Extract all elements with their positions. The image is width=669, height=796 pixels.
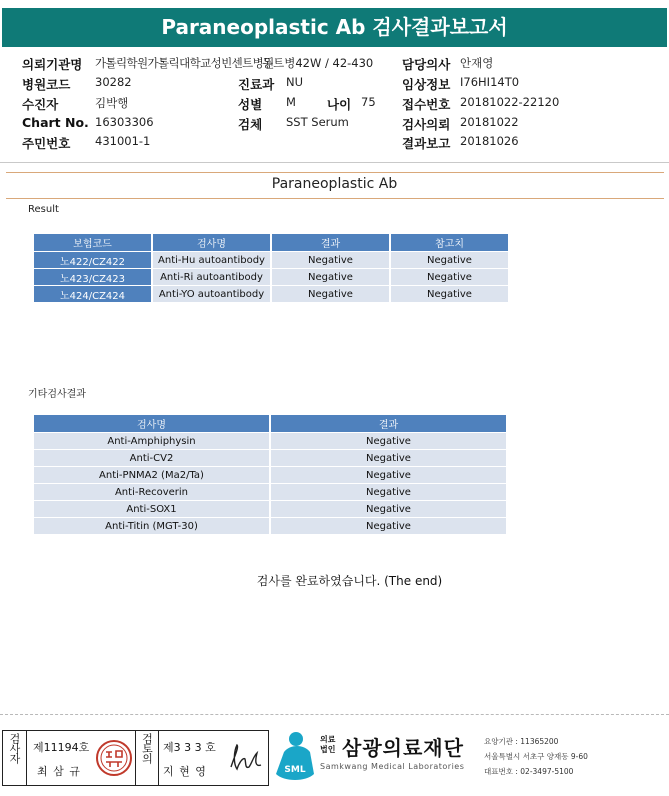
table-row <box>34 432 506 449</box>
end-text: 검사를 완료하였습니다. (The end) <box>256 574 443 588</box>
signature-box <box>2 730 269 786</box>
patient-label: 수진자 <box>22 97 59 112</box>
test-name: Anti-PNMA2 (Ma2/Ta) <box>34 466 269 483</box>
examiner-vertical-text: 검사자 <box>8 733 21 763</box>
test-result: Negative <box>271 432 506 449</box>
age-label: 나이 <box>327 97 352 112</box>
age-value: 75 <box>361 95 376 109</box>
reference-value: Negative <box>391 268 508 285</box>
test-name: Anti-Ri autoantibody <box>153 268 270 285</box>
test-name: Anti-Recoverin <box>34 483 269 500</box>
result-header-code: 보험코드 <box>34 234 151 251</box>
sml-logo-icon <box>272 730 318 784</box>
institution-value: 가톨릭학원가톨릭대학교성빈센트병원 <box>95 56 274 70</box>
reviewer-vertical-label <box>135 731 159 785</box>
table-row <box>34 268 508 285</box>
id-value: 431001-1 <box>95 134 151 148</box>
test-name: Anti-Hu autoantibody <box>153 251 270 268</box>
report-label: 결과보고 <box>402 136 451 151</box>
examiner-name: 최 삼 규 <box>37 765 81 778</box>
id-label: 주민번호 <box>22 136 71 151</box>
test-result: Negative <box>271 500 506 517</box>
insurance-code: 노422/CZ422 <box>34 251 151 268</box>
reviewer-vertical-text: 검토의 <box>140 733 154 763</box>
test-name: Anti-Amphiphysin <box>34 432 269 449</box>
receipt-label: 접수번호 <box>402 97 451 112</box>
test-result: Negative <box>272 251 389 268</box>
sex-value: M <box>286 95 296 109</box>
reviewer-license: 제3 3 3 호 <box>163 741 216 754</box>
org-code: 요양기관 : 11365200 <box>484 737 559 746</box>
hospital-code-value: 30282 <box>95 75 132 89</box>
test-result: Negative <box>272 268 389 285</box>
divider <box>6 172 664 173</box>
specimen-label: 검체 <box>238 117 263 132</box>
other-header-result: 결과 <box>271 415 506 432</box>
reviewer-name: 지 현 영 <box>163 765 207 778</box>
clinical-value: I76HI14T0 <box>460 75 520 89</box>
table-row <box>34 500 506 517</box>
insurance-code: 노424/CZ424 <box>34 285 151 302</box>
org-phone: 대표번호 : 02-3497-5100 <box>484 767 574 776</box>
org-english-name: Samkwang Medical Laboratories <box>320 762 465 771</box>
test-result: Negative <box>271 517 506 534</box>
divider <box>0 162 669 163</box>
reference-value: Negative <box>391 285 508 302</box>
examiner-vertical-label <box>3 731 27 785</box>
table-row <box>34 449 506 466</box>
specimen-value: SST Serum <box>286 115 349 129</box>
organization-logo <box>272 728 667 788</box>
logo-text: SML <box>284 765 306 775</box>
examiner-license: 제11194호 <box>33 741 90 754</box>
examiner-seal-icon <box>95 739 133 777</box>
test-result: Negative <box>271 466 506 483</box>
other-header-test: 검사명 <box>34 415 269 432</box>
table-row <box>34 285 508 302</box>
result-label: Result <box>28 204 59 215</box>
patient-info-block <box>0 55 669 155</box>
test-result: Negative <box>271 449 506 466</box>
test-result: Negative <box>272 285 389 302</box>
table-row <box>34 251 508 268</box>
table-row <box>34 517 506 534</box>
result-header-test: 검사명 <box>153 234 270 251</box>
doctor-label: 담당의사 <box>402 57 451 72</box>
request-value: 20181022 <box>460 115 519 129</box>
hospital-code-label: 병원코드 <box>22 77 71 92</box>
ward-value: 동트병42W / 42-430 <box>262 56 374 70</box>
test-name: Anti-CV2 <box>34 449 269 466</box>
section-title: Paraneoplastic Ab <box>271 176 398 192</box>
department-label: 진료과 <box>238 77 275 92</box>
chart-value: 16303306 <box>95 115 154 129</box>
org-type-1: 의료 <box>320 735 336 744</box>
result-header-reference: 참고치 <box>391 234 508 251</box>
test-result: Negative <box>271 483 506 500</box>
table-row <box>34 483 506 500</box>
reviewer-signature-icon <box>225 741 265 777</box>
receipt-value: 20181022-22120 <box>460 95 560 109</box>
chart-label: Chart No. <box>22 115 89 130</box>
test-name: Anti-SOX1 <box>34 500 269 517</box>
test-name: Anti-YO autoantibody <box>153 285 270 302</box>
org-type-2: 법인 <box>320 745 336 754</box>
doctor-value: 안재영 <box>460 56 494 70</box>
patient-value: 김박행 <box>95 96 129 110</box>
result-table <box>32 234 510 302</box>
report-title: Paraneoplastic Ab 검사결과보고서 <box>2 8 667 47</box>
table-row <box>34 466 506 483</box>
institution-label: 의뢰기관명 <box>22 57 83 72</box>
org-address: 서울특별시 서초구 양재동 9-60 <box>484 752 588 761</box>
request-label: 검사의뢰 <box>402 117 451 132</box>
test-name: Anti-Titin (MGT-30) <box>34 517 269 534</box>
other-results-table <box>32 415 508 534</box>
sex-label: 성별 <box>238 97 263 112</box>
clinical-label: 임상정보 <box>402 77 451 92</box>
insurance-code: 노423/CZ423 <box>34 268 151 285</box>
department-value: NU <box>286 75 304 89</box>
footer-divider <box>0 714 669 715</box>
report-value: 20181026 <box>460 134 519 148</box>
reference-value: Negative <box>391 251 508 268</box>
result-header-result: 결과 <box>272 234 389 251</box>
other-results-label: 기타검사결과 <box>28 389 86 400</box>
divider <box>6 198 664 199</box>
org-name: 삼광의료재단 <box>342 736 464 760</box>
